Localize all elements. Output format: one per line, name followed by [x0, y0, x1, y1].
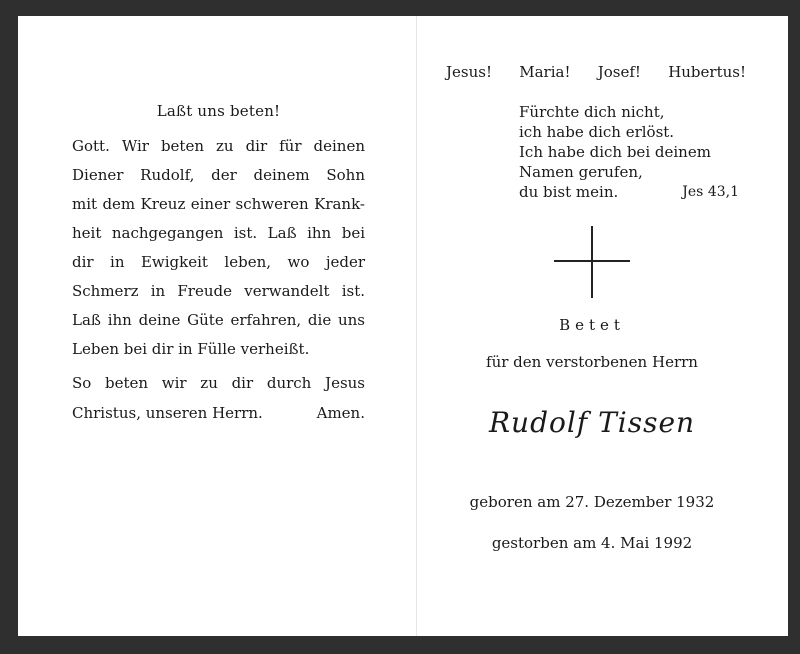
- verse-line: ich habe dich erlöst.: [519, 123, 675, 141]
- closing-line: So beten wir zu dir durch Jesus: [72, 374, 365, 392]
- memorial-card: [18, 16, 788, 636]
- invocation-word: Josef!: [597, 63, 641, 81]
- verse-line: Fürchte dich nicht,: [519, 103, 665, 121]
- verse-line: Namen gerufen,: [519, 163, 643, 181]
- prayer-line: Schmerz in Freude verwandelt ist.: [72, 282, 365, 300]
- pray-heading: Betet: [559, 316, 625, 334]
- invocation: [446, 63, 746, 81]
- verse-last-row: [519, 182, 739, 202]
- prayer-title: Laßt uns beten!: [156, 102, 281, 120]
- prayer-line: Diener Rudolf, der deinem Sohn: [72, 166, 365, 184]
- prayer-line: Laß ihn deine Güte erfahren, die uns: [72, 311, 365, 329]
- prayer-closing: [72, 368, 365, 428]
- cross-vertical-bar: [591, 226, 593, 298]
- prayer-line: Leben bei dir in Fülle verheißt.: [72, 340, 310, 358]
- bible-verse: [519, 102, 739, 202]
- verse-line: Ich habe dich bei deinem: [519, 143, 711, 161]
- prayer-line: mit dem Kreuz einer schweren Krank-: [72, 195, 365, 213]
- death-date: gestorben am 4. Mai 1992: [491, 534, 693, 552]
- card-fold: [416, 16, 417, 636]
- prayer-line: heit nachgegangen ist. Laß ihn bei: [72, 224, 365, 242]
- verse-reference: Jes 43,1: [682, 184, 739, 200]
- verse-line: du bist mein.: [519, 183, 619, 201]
- prayer-line: dir in Ewigkeit leben, wo jeder: [72, 253, 365, 271]
- closing-line: Christus, unseren Herrn.: [72, 404, 263, 422]
- birth-date: geboren am 27. Dezember 1932: [469, 493, 715, 511]
- invocation-word: Maria!: [519, 63, 571, 81]
- cross-horizontal-bar: [554, 260, 630, 262]
- cross-icon: [554, 226, 630, 298]
- for-deceased-line: für den verstorbenen Herrn: [486, 353, 698, 371]
- amen: Amen.: [316, 404, 365, 422]
- invocation-word: Hubertus!: [668, 63, 746, 81]
- invocation-word: Jesus!: [446, 63, 492, 81]
- prayer-line: Gott. Wir beten zu dir für deinen: [72, 137, 365, 155]
- closing-line-with-amen: [72, 398, 365, 428]
- prayer-text: [72, 132, 365, 364]
- deceased-name: Rudolf Tissen: [488, 406, 696, 439]
